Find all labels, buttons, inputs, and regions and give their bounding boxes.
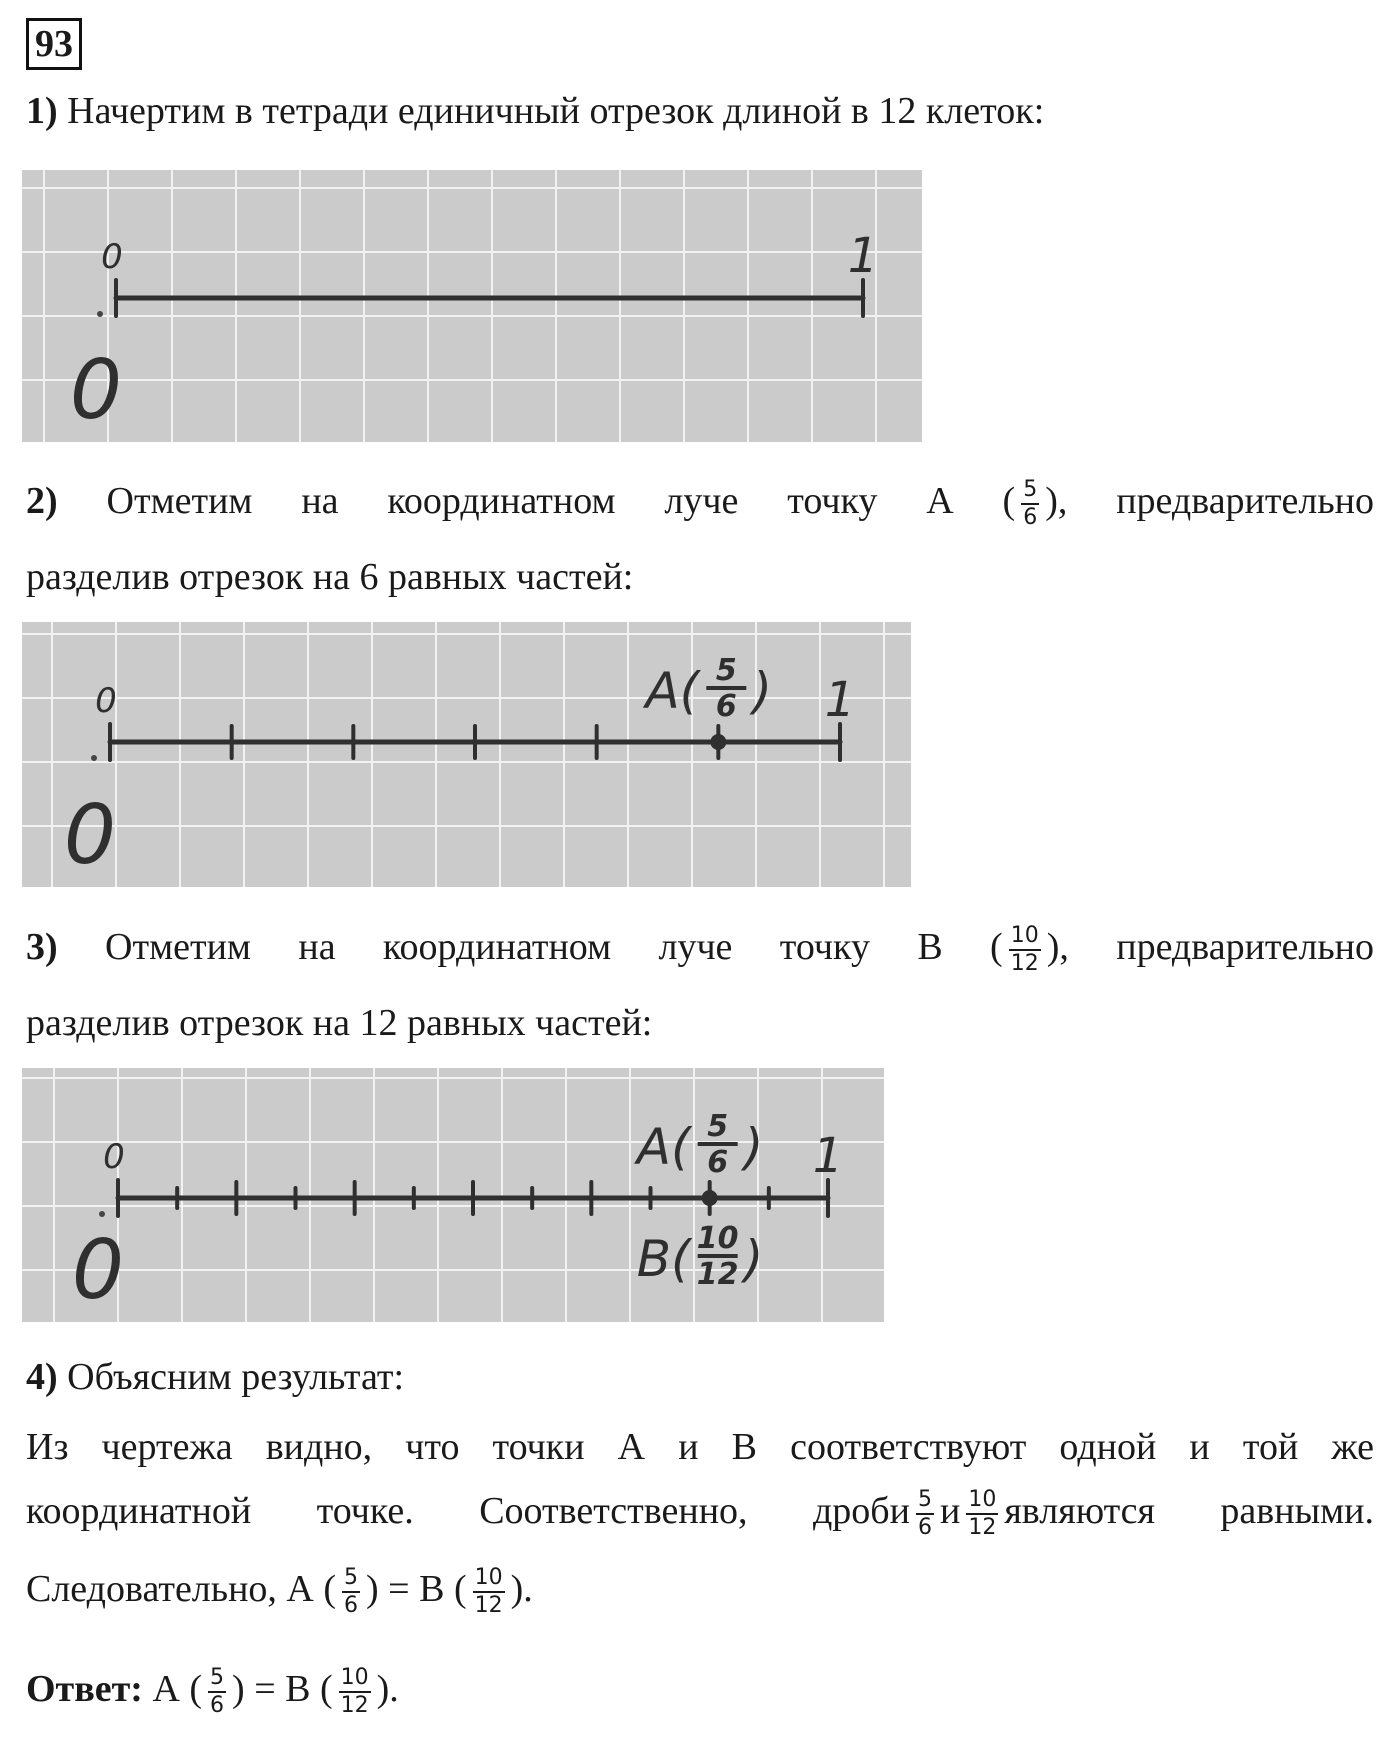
step-4-line-2-end: являются равными. bbox=[1004, 1490, 1374, 1532]
fraction-denominator: 6 bbox=[917, 1515, 932, 1541]
point-fraction-denominator: 6 bbox=[715, 689, 737, 724]
paper-background bbox=[22, 170, 922, 442]
figure-1-unit-segment-photo bbox=[22, 170, 922, 442]
step-4-fraction-c bbox=[342, 1565, 360, 1619]
step-4-fraction-d bbox=[473, 1565, 505, 1619]
point-marker bbox=[710, 734, 726, 750]
figure-3-twelve-parts-photo bbox=[22, 1068, 884, 1322]
answer-label: Ответ: bbox=[26, 1668, 143, 1710]
step-4-heading: Объясним результат: bbox=[67, 1356, 405, 1398]
step-2-line-2: разделив отрезок на 6 равных частей: bbox=[26, 556, 634, 598]
step-4-line-2-start: координатной точке. Соответственно, дроби bbox=[26, 1490, 910, 1532]
step-4-line-2 bbox=[26, 1486, 1374, 1541]
end-label: 1 bbox=[812, 1128, 844, 1184]
answer-fraction-b bbox=[339, 1665, 371, 1719]
fraction-numerator: 10 bbox=[474, 1565, 503, 1591]
step-3-before: Отметим на координатном луче точку В ( bbox=[105, 926, 1003, 968]
step-4-and: и bbox=[939, 1490, 961, 1532]
origin-dot bbox=[91, 755, 97, 761]
point-fraction-denominator: 12 bbox=[696, 1257, 739, 1292]
step-4-line-1: Из чертежа видно, что точки А и В соответствуют одной и той же bbox=[26, 1426, 1374, 1468]
fraction-denominator: 12 bbox=[968, 1515, 997, 1541]
origin-label: 0 bbox=[101, 237, 123, 277]
step-3-line-2: разделив отрезок на 12 равных частей: bbox=[26, 1002, 653, 1044]
step-4-text bbox=[26, 1352, 1374, 1402]
point-fraction-numerator: 5 bbox=[715, 653, 737, 688]
answer-b: ) = В ( bbox=[232, 1668, 333, 1710]
point-letter: A( bbox=[636, 1118, 691, 1176]
fraction-numerator: 5 bbox=[1023, 477, 1038, 503]
step-3-number: 3) bbox=[26, 926, 58, 968]
step-2-before: Отметим на координатном луче точку А ( bbox=[106, 480, 1016, 522]
step-3-after: ), предварительно bbox=[1046, 926, 1375, 968]
fraction-numerator: 10 bbox=[340, 1665, 369, 1691]
point-fraction-denominator: 6 bbox=[707, 1145, 729, 1180]
point-marker bbox=[702, 1190, 718, 1206]
step-1-number: 1) bbox=[26, 90, 58, 132]
fraction-numerator: 10 bbox=[1010, 923, 1039, 949]
step-4-number: 4) bbox=[26, 1356, 58, 1398]
fraction-denominator: 12 bbox=[474, 1593, 503, 1619]
origin-dot bbox=[97, 311, 103, 317]
step-2-fraction bbox=[1021, 477, 1039, 531]
step-4-line-3-a: Следовательно, А ( bbox=[26, 1568, 337, 1610]
point-fraction-numerator: 10 bbox=[696, 1221, 739, 1256]
side-label: 0 bbox=[69, 343, 123, 438]
step-1-text bbox=[26, 86, 1374, 136]
step-4-fraction-a bbox=[916, 1487, 934, 1541]
point-paren: ) bbox=[743, 1230, 764, 1288]
fraction-denominator: 12 bbox=[340, 1693, 369, 1719]
step-2-after: ), предварительно bbox=[1045, 480, 1374, 522]
answer-fraction-a bbox=[208, 1665, 226, 1719]
step-4-line-3 bbox=[26, 1564, 1374, 1619]
fraction-denominator: 6 bbox=[210, 1693, 225, 1719]
point-paren: ) bbox=[743, 1118, 764, 1176]
step-3-fraction bbox=[1009, 923, 1041, 977]
fraction-numerator: 5 bbox=[917, 1487, 932, 1513]
step-3-text bbox=[26, 922, 1374, 977]
step-4-fraction-b bbox=[966, 1487, 998, 1541]
point-paren: ) bbox=[752, 662, 773, 720]
origin-label: 0 bbox=[95, 681, 117, 721]
fraction-denominator: 12 bbox=[1010, 951, 1039, 977]
point-label-b bbox=[637, 1221, 764, 1292]
answer-c: ). bbox=[376, 1668, 399, 1710]
step-4-line-3-b: ) = В ( bbox=[366, 1568, 467, 1610]
paper-background bbox=[22, 622, 911, 887]
number-line-svg bbox=[22, 622, 911, 887]
origin-label: 0 bbox=[103, 1137, 125, 1177]
answer-a: А ( bbox=[152, 1668, 203, 1710]
fraction-denominator: 6 bbox=[344, 1593, 359, 1619]
origin-dot bbox=[99, 1211, 105, 1217]
point-letter: B( bbox=[636, 1230, 691, 1288]
step-4-line-3-c: ). bbox=[510, 1568, 533, 1610]
number-line-svg bbox=[22, 170, 922, 442]
side-label: 0 bbox=[63, 788, 117, 883]
side-label: 0 bbox=[71, 1223, 125, 1318]
fraction-numerator: 5 bbox=[210, 1665, 225, 1691]
end-label: 1 bbox=[824, 672, 856, 728]
fraction-numerator: 5 bbox=[344, 1565, 359, 1591]
figure-2-six-parts-photo bbox=[22, 622, 911, 887]
step-2-text bbox=[26, 476, 1374, 531]
point-letter: A( bbox=[645, 662, 700, 720]
end-label: 1 bbox=[847, 228, 879, 284]
answer-line bbox=[26, 1664, 1374, 1719]
fraction-denominator: 6 bbox=[1023, 505, 1038, 531]
step-1-sentence: Начертим в тетради единичный отрезок длиной в 12 клеток: bbox=[67, 90, 1045, 132]
number-line-svg bbox=[22, 1068, 884, 1322]
problem-number: 93 bbox=[26, 18, 82, 70]
point-fraction-numerator: 5 bbox=[707, 1109, 729, 1144]
step-2-number: 2) bbox=[26, 480, 58, 522]
fraction-numerator: 10 bbox=[968, 1487, 997, 1513]
